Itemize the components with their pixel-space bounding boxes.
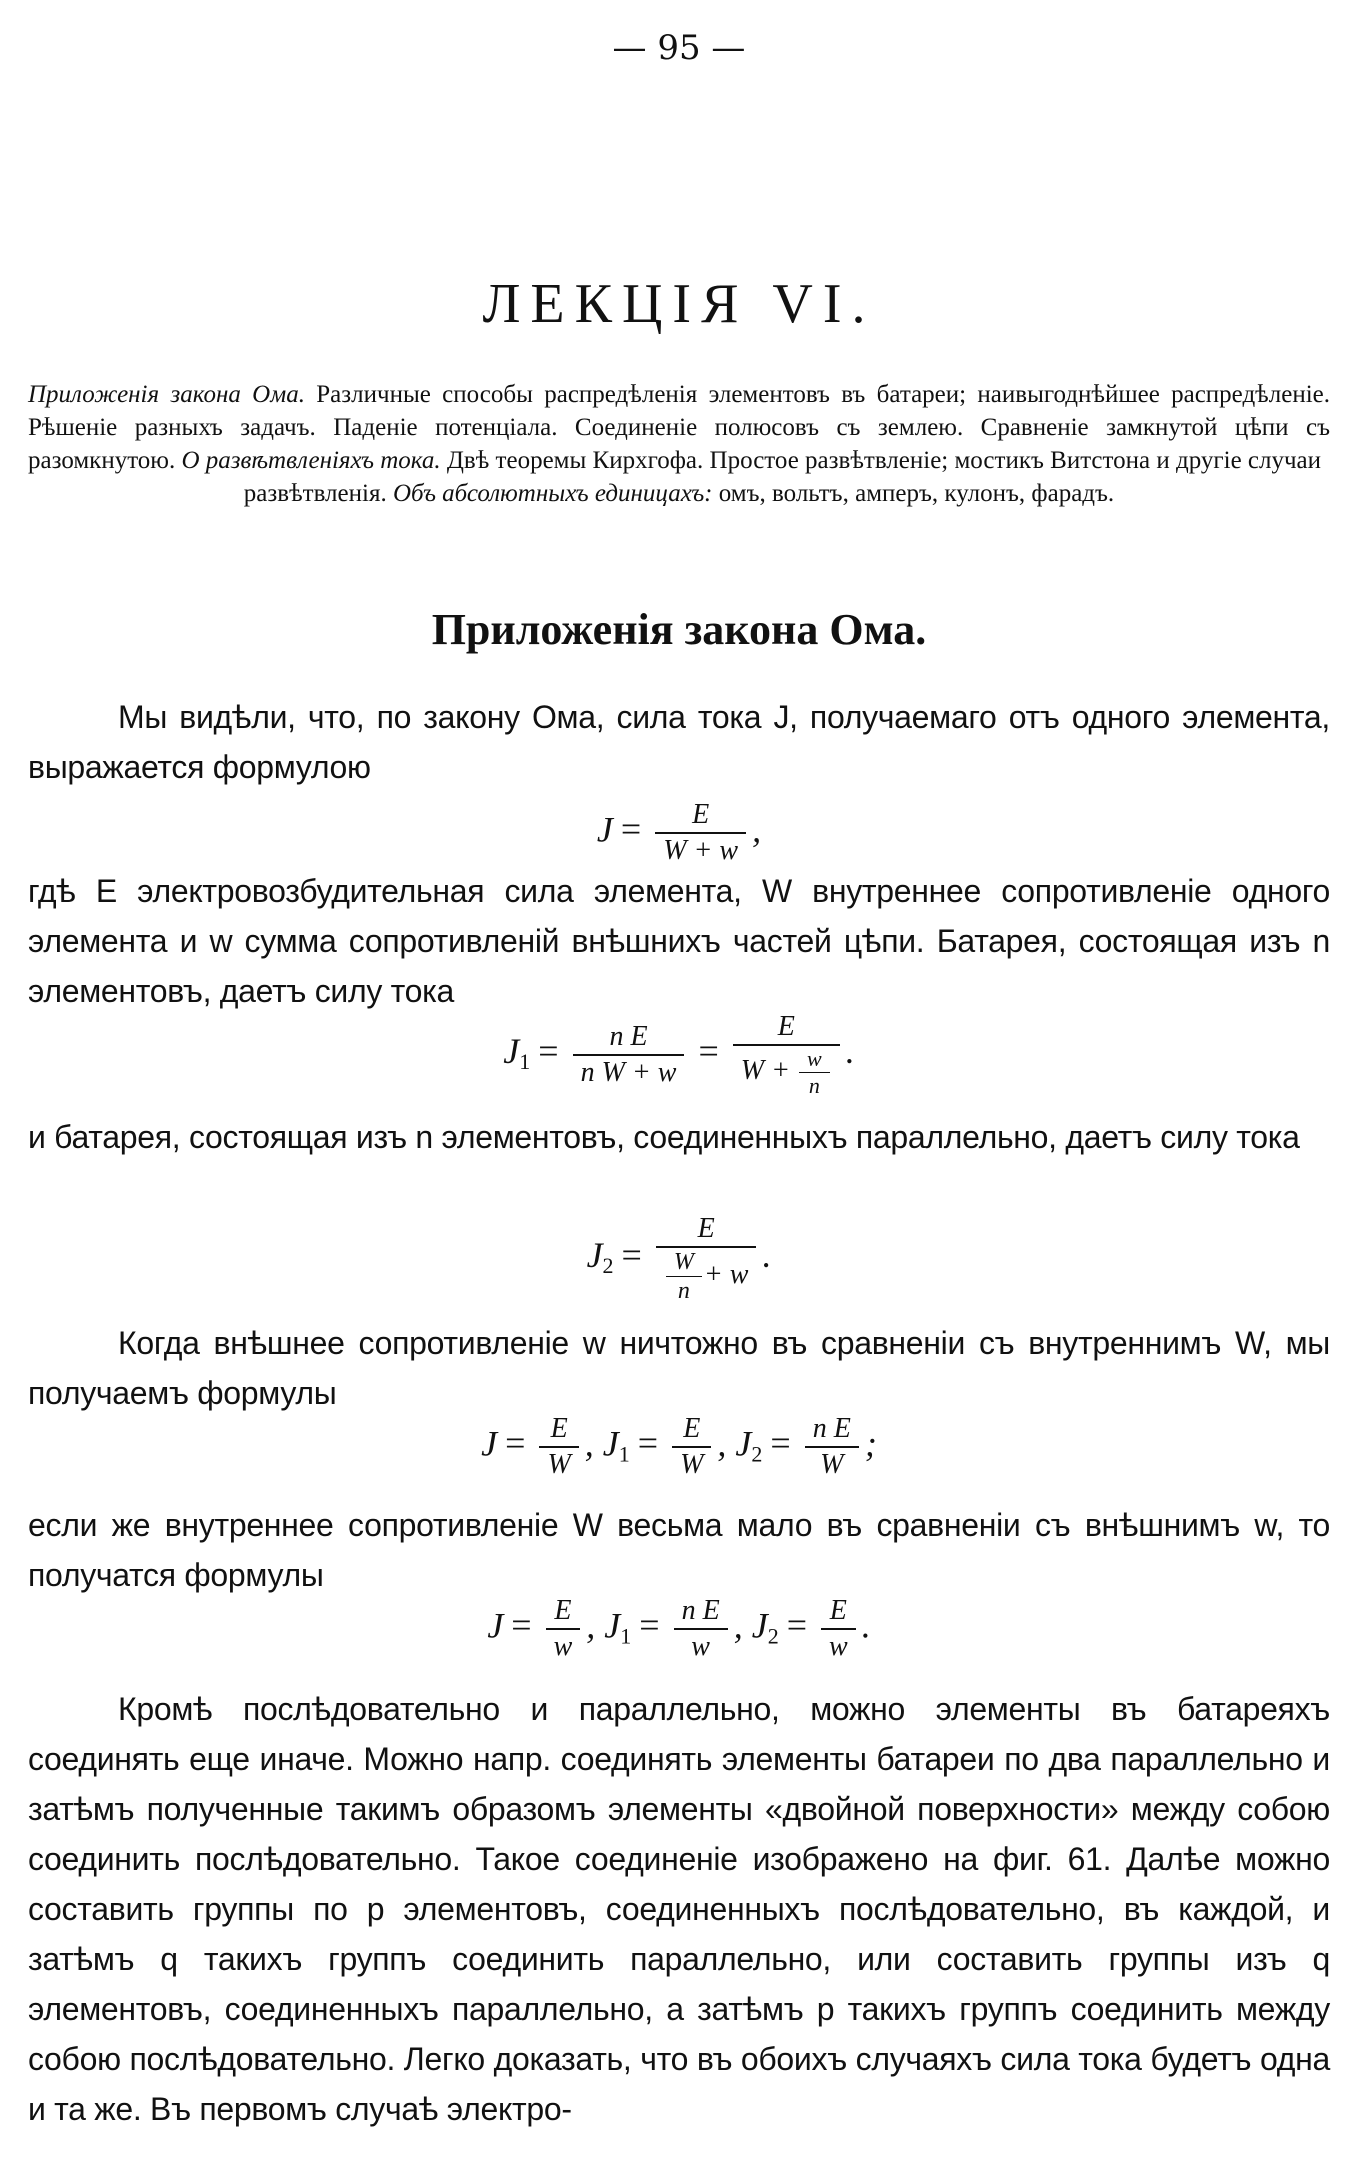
formula-5-b-num: n E	[674, 1594, 728, 1630]
formula-3-fraction	[656, 1212, 757, 1305]
formula-3: $J_2$ = E $\frac{W}{n}$ + w .	[586, 1213, 772, 1304]
formula-5-c-num: E	[821, 1594, 856, 1630]
formula-2-den2-a: W +	[740, 1054, 791, 1086]
formula-4-a-den: W	[547, 1449, 571, 1480]
summary-lead: Приложенія закона Ома.	[28, 381, 305, 408]
paragraph-6: Кромѣ послѣдовательно и параллельно, можно элементы въ батареяхъ соединять еще иначе. Можно напр. соединять элементы батареи по два параллельно и затѣмъ полученные такимъ образомъ элементы «двойной поверхности» между собою соединить послѣдовательно. Такое соединеніе изображено на фиг. 61. Далѣе можно составить группы по p элементовъ, соединенныхъ послѣдовательно, въ каждой, и затѣмъ q такихъ группъ соединить параллельно, или составить группы изъ q элементовъ, соединенныхъ параллельно, а затѣмъ p такихъ группъ соединить между собою послѣдовательно. Легко доказать, что въ обоихъ случаяхъ сила тока будетъ одна и та же. Въ первомъ случаѣ электро-	[28, 1691, 1330, 2127]
formula-3-tail: .	[762, 1234, 772, 1275]
formula-3-den-tail: + w	[703, 1258, 749, 1290]
formula-5-frac-c	[821, 1594, 856, 1664]
formula-5-a-num: E	[546, 1594, 581, 1630]
formula-2-num2: E	[733, 1010, 840, 1046]
formula-5-b-den: w	[691, 1631, 710, 1662]
formula-4-tail: ;	[864, 1423, 877, 1464]
formula-2-tail: .	[845, 1030, 855, 1071]
formula-5-frac-a	[546, 1594, 581, 1664]
formula-2-fraction-a	[573, 1020, 685, 1090]
formula-1-num: E	[655, 798, 746, 834]
formula-3-den	[656, 1248, 757, 1305]
formula-3-num: E	[656, 1212, 757, 1248]
paragraph-4: Когда внѣшнее сопротивленіе w ничтожно въ сравненіи съ внутреннимъ W, мы получаемъ формулы	[28, 1325, 1330, 1411]
formula-1-lhs: J	[596, 809, 613, 850]
section-heading: Приложенія закона Ома.	[431, 605, 927, 654]
lecture-title: ЛЕКЦІЯ VI.	[482, 273, 876, 335]
formula-4-c-den: W	[820, 1449, 844, 1480]
formula-3-inner-num: W	[666, 1248, 702, 1277]
formula-4-b-den: W	[680, 1449, 704, 1480]
summary-part1: Различные способы распредѣленія элементовъ въ батареи; наивыгоднѣйшее распредѣленіе. Рѣшеніе разныхъ задачъ. Паденіе потенціала. Соединеніе полюсовъ съ землею. Сравненіе замкнутой цѣпи съ разомкнутою.	[28, 381, 1330, 474]
lecture-summary	[28, 378, 1330, 510]
formula-4-b-num: E	[672, 1412, 711, 1448]
summary-last-b: омъ, вольтъ, амперъ, кулонъ, фарадъ.	[712, 480, 1115, 507]
formula-2-den2-num: w	[799, 1046, 830, 1073]
paragraph-1: Мы видѣли, что, по закону Ома, сила тока J, получаемаго отъ одного элемента, выражается формулою	[28, 699, 1330, 785]
formula-4-frac-c	[805, 1412, 859, 1482]
page-number: — 95 —	[612, 28, 746, 68]
formula-5-a-den: w	[553, 1631, 573, 1662]
summary-italic3: Объ абсолютныхъ единицахъ:	[392, 480, 713, 507]
formula-4: J = $\frac{E}{W}$ , $J_1$ = $\frac{E}{W}$ , $J_2$ = $\frac{\text{n E}}{W}$ ;	[481, 1413, 877, 1480]
formula-2-den1: n W + w	[580, 1056, 677, 1088]
formula-2-lhs: J	[503, 1030, 520, 1071]
formula-2-den2-den: n	[808, 1073, 820, 1098]
formula-4-frac-a	[539, 1412, 578, 1482]
formula-4-a-num: E	[539, 1412, 578, 1448]
formula-2-inner-fraction	[799, 1046, 830, 1099]
formula-1-fraction	[655, 798, 746, 868]
formula-4-c-num: n E	[805, 1412, 859, 1448]
formula-2-sub: 1	[519, 1048, 531, 1074]
formula-2: $J_1$ = $\frac{\text{n E}}{\text{n W + w}}$ = E W + $\frac{w}{n}$ .	[503, 1011, 855, 1098]
summary-italic2: О развѣтвленіяхъ тока.	[175, 447, 441, 474]
formula-1: J = $\frac{E}{W + w}$ ,	[596, 799, 762, 866]
formula-1-tail: ,	[752, 809, 762, 850]
summary-last-a: развѣтвленія.	[243, 480, 393, 507]
formula-3-lhs: J	[586, 1234, 603, 1275]
formula-5-c-den: w	[829, 1631, 848, 1662]
formula-2-den2	[733, 1046, 840, 1099]
formula-3-inner-fraction	[666, 1248, 702, 1305]
formula-5: J = $\frac{E}{w}$ , $J_1$ = $\frac{\text{n E}}{w}$ , $J_2$ = $\frac{E}{w}$ .	[487, 1595, 871, 1662]
paragraph-3: и батарея, состоящая изъ n элементовъ, соединенныхъ параллельно, даетъ силу тока	[28, 1119, 1300, 1155]
formula-5-tail: .	[861, 1605, 871, 1646]
formula-5-frac-b	[674, 1594, 728, 1664]
formula-3-inner-den: n	[677, 1278, 690, 1304]
paragraph-5: если же внутреннее сопротивленіе W весьма мало въ сравненіи съ внѣшнимъ w, то получатся формулы	[28, 1507, 1330, 1593]
formula-2-num1: n E	[573, 1020, 685, 1056]
formula-3-sub: 2	[602, 1252, 614, 1278]
paragraph-2: гдѣ E электровозбудительная сила элемента, W внутреннее сопротивленіе одного элемента и w сумма сопротивленій внѣшнихъ частей цѣпи. Батарея, состоящая изъ n элементовъ, даетъ силу тока	[28, 873, 1330, 1009]
formula-1-den: W + w	[663, 835, 739, 866]
formula-4-frac-b	[672, 1412, 711, 1482]
summary-part2: Двѣ теоремы Кирхгофа. Простое развѣтвленіе; мостикъ Витстона и другіе случаи	[440, 447, 1322, 474]
formula-2-fraction-b	[733, 1010, 840, 1099]
